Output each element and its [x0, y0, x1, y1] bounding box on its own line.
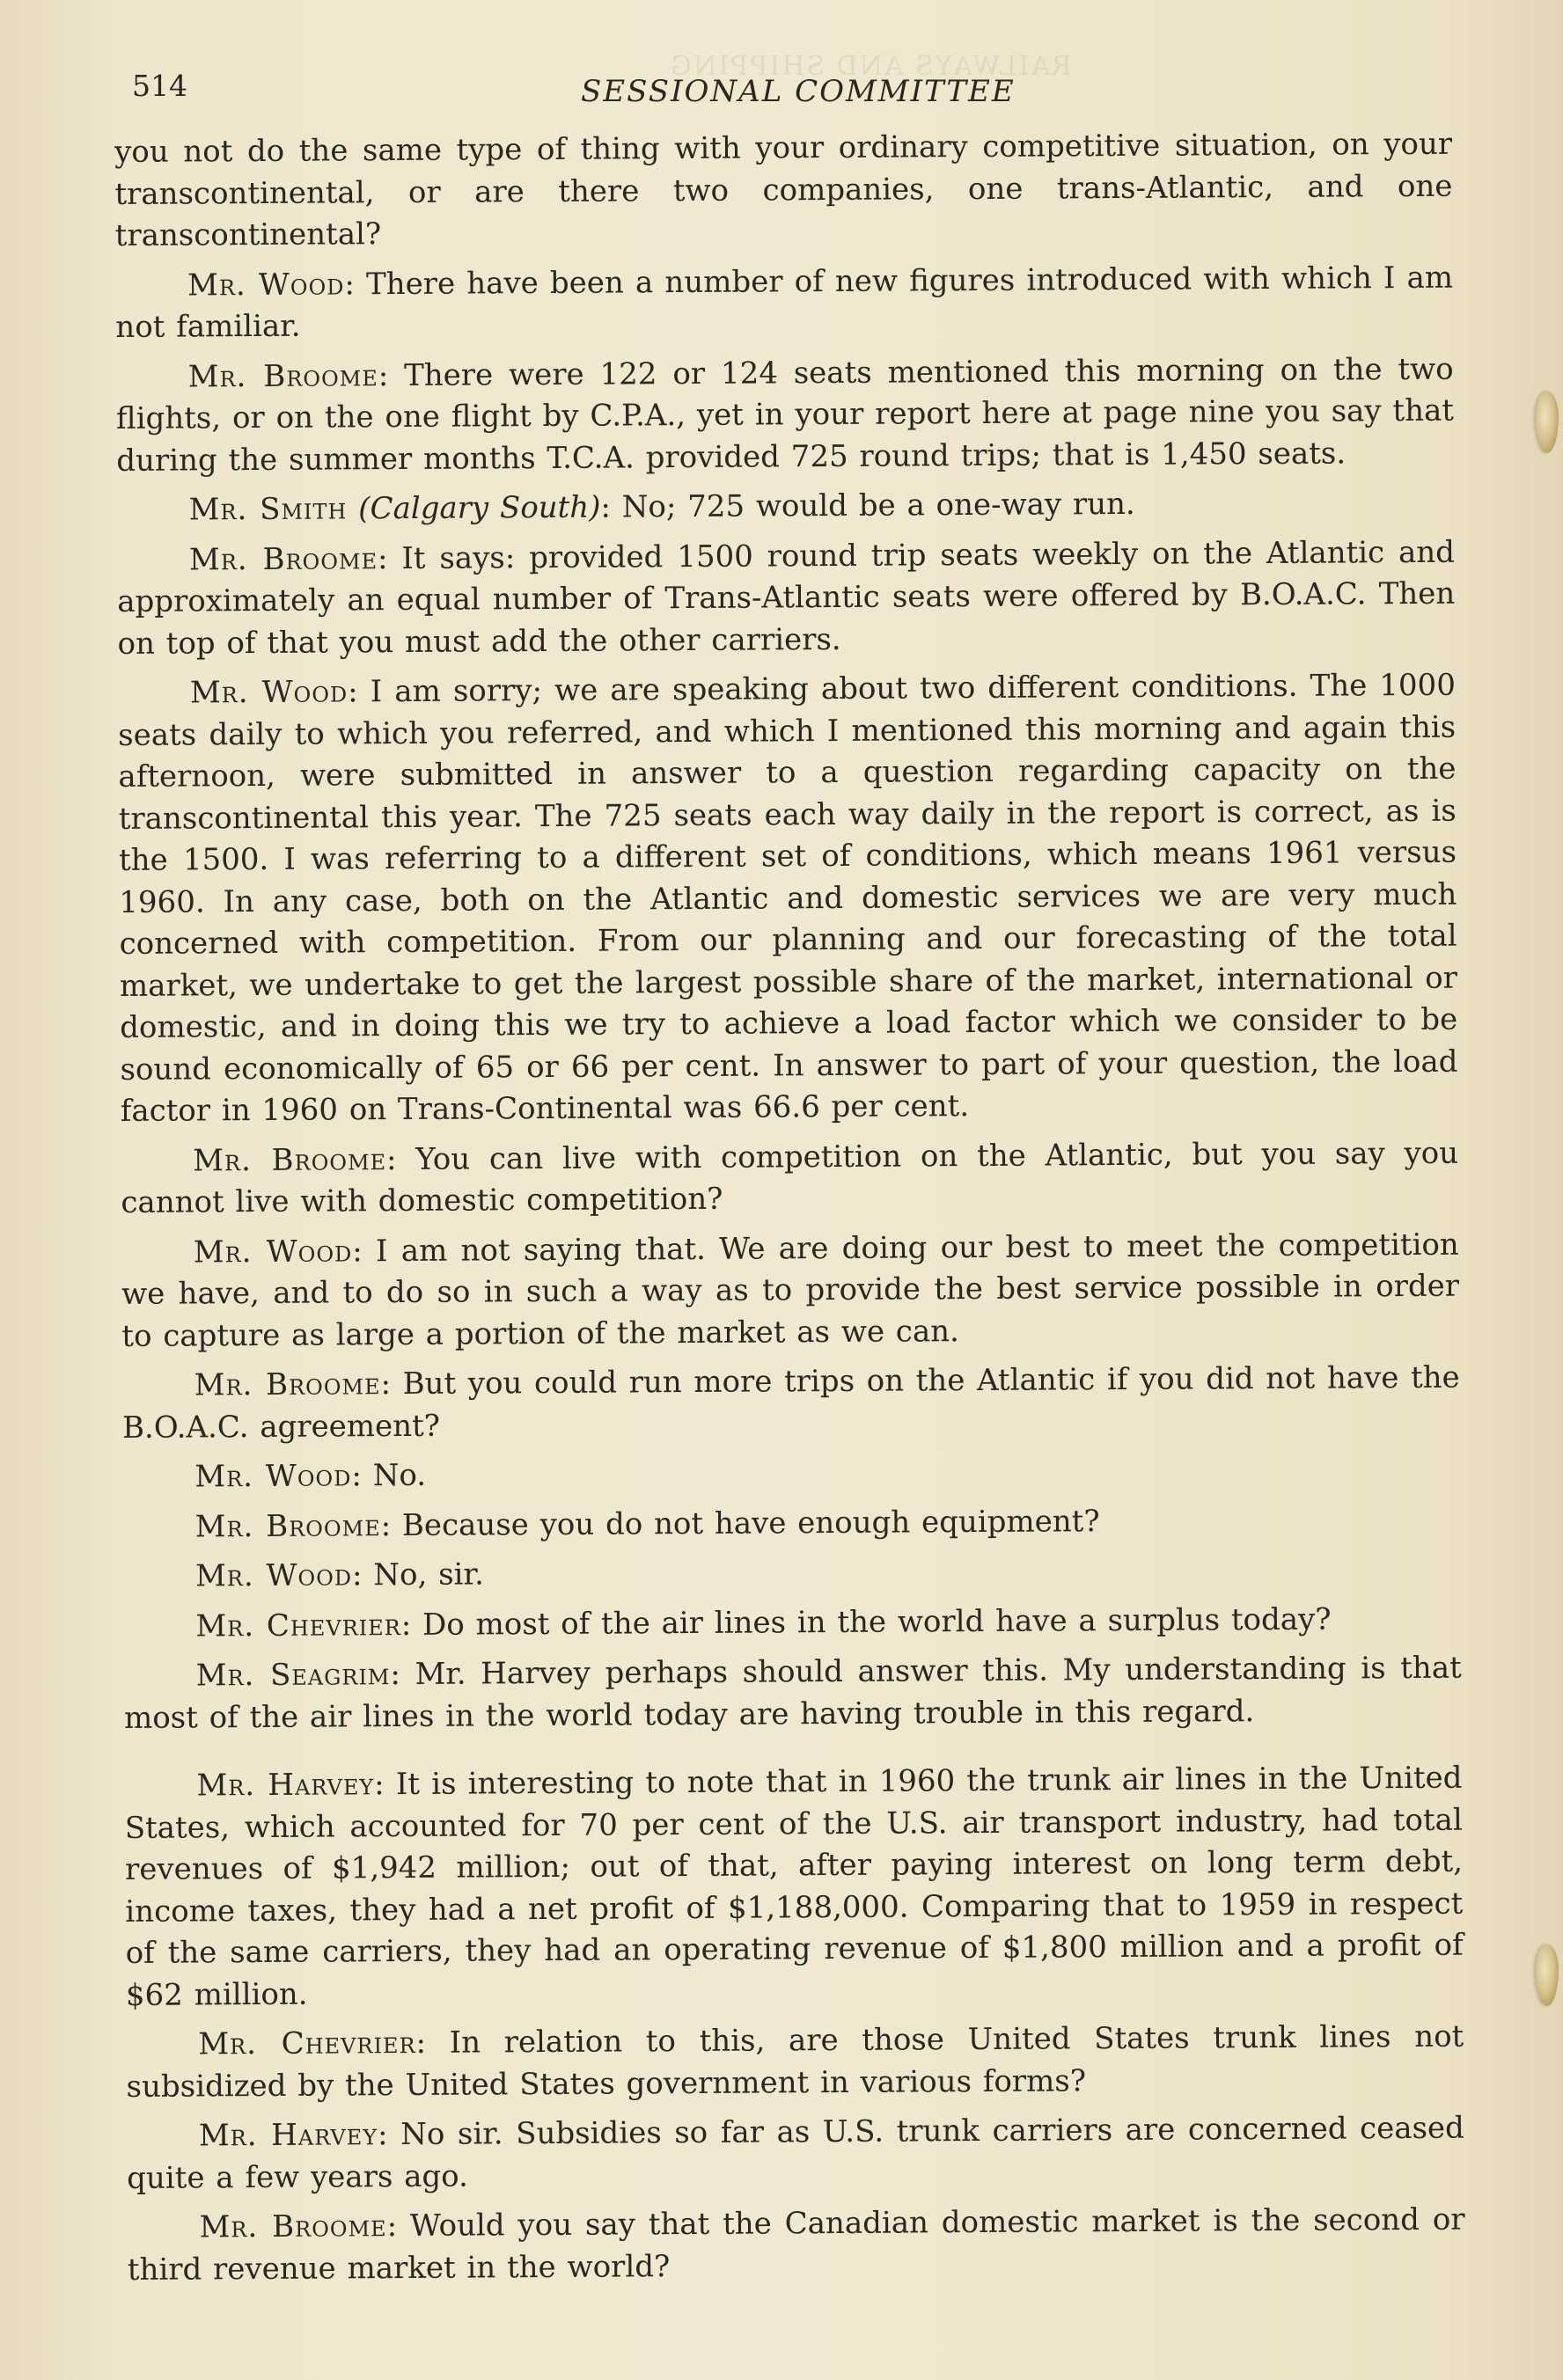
speaker-name: Mr. Seagrim	[195, 1657, 391, 1694]
paragraph-speech: Mr. Chevrier: Do most of the air lines in the world have a surplus today?	[195, 1601, 1332, 1644]
paragraph-speech: Mr. Harvey: It is interesting to note that in 1960 the trunk air lines in the United States, which accounted for 70 per cent of the U.S. air transport industry, had total revenues of $1,942 million; out of that, after paying interest on long term debt, income taxes, they had a net profit of $1,188,000. Comparing that to 1959 in respect of the same carriers, they had an operating revenue of $1,800 million and a profit of $62 million.	[124, 1760, 1464, 2013]
paragraph-text: No, sir.	[373, 1556, 484, 1593]
speaker-name: Mr. Chevrier	[198, 2025, 416, 2062]
paragraph-speech: Mr. Broome: Would you say that the Canadian domestic market is the second or third revenue market in the world?	[127, 2201, 1465, 2288]
paragraph-text: In relation to this, are those United States trunk lines not subsidized by the United States government in various forms?	[126, 2018, 1464, 2105]
paragraph-text: Mr. Harvey perhaps should answer this. My understanding is that most of the air lines in the world today are having trouble in this regard.	[123, 1650, 1462, 1736]
speaker-name: Mr. Wood	[194, 1557, 353, 1594]
paragraph-speech: Mr. Smith (Calgary South): No; 725 would be a one-way run.	[188, 486, 1135, 528]
speaker-name: Mr. Wood	[187, 266, 345, 303]
paragraph-text: Do most of the air lines in the world have a surplus today?	[422, 1601, 1332, 1643]
paragraph-speech: Mr. Broome: It says: provided 1500 round trip seats weekly on the Atlantic and approximately an equal number of Trans-Atlantic seats were offered by B.O.A.C. Then on top of that you must add the other carriers.	[117, 534, 1456, 662]
paragraph-speech: Mr. Broome: Because you do not have enough equipment?	[194, 1503, 1100, 1544]
paragraph-text: No sir. Subsidies so far as U.S. trunk carriers are concerned ceased quite a few years ago.	[127, 2110, 1465, 2196]
paragraph-text: you not do the same type of thing with your ordinary competitive situation, on your transcontinental, or are there two companies, one trans-Atlantic, and one transcontinental?	[114, 126, 1453, 253]
speaker-name: Mr. Harvey	[196, 1767, 375, 1804]
paragraph-speech: Mr. Wood: No.	[194, 1457, 427, 1495]
speaker-name: Mr. Wood	[194, 1458, 352, 1495]
paragraph-text: But you could run more trips on the Atlantic if you did not have the B.O.A.C. agreement?	[121, 1359, 1460, 1446]
paragraph-speech: Mr. Broome: There were 122 or 124 seats mentioned this morning on the two flights, or on the one flight by C.P.A., yet in your report here at page nine you say that during the summer months T.C.A. provided 725 round trips; that is 1,450 seats.	[115, 351, 1455, 479]
paragraph-text: Because you do not have enough equipment?	[401, 1503, 1100, 1543]
speaker-name: Mr. Broome	[194, 1366, 381, 1403]
paragraph-speech: Mr. Broome: But you could run more trips on the Atlantic if you did not have the B.O.A.C. agreement?	[121, 1359, 1460, 1446]
page-number: 514	[132, 69, 187, 103]
speaker-name: Mr. Broome	[199, 2208, 387, 2245]
speaker-name: Mr. Wood	[193, 1233, 353, 1270]
paragraph-speech: Mr. Harvey: No sir. Subsidies so far as U.S. trunk carriers are concerned ceased quite a few years ago.	[127, 2110, 1465, 2196]
paragraph-text: I am not saying that. We are doing our best to meet the competition we have, and to do so in such a way as to provide the best service possible in order to capture as large a portion of the market as we can.	[121, 1227, 1460, 1354]
paragraph-text: Would you say that the Canadian domestic market is the second or third revenue market in the world?	[127, 2201, 1465, 2288]
paragraph-text: I am sorry; we are speaking about two different conditions. The 1000 seats daily to which you referred, and which I mentioned this morning and again this afternoon, were submitted in answer to a question regarding capacity on the transcontinental this year. The 725 seats each way daily in the report is correct, as is the 1500. I was referring to a different set of conditions, which means 1961 versus 1960. In any case, both on the Atlantic and domestic services we are very much concerned with competition. From our planning and our forecasting of the total market, we undertake to get the largest possible share of the market, international or domestic, and in doing this we try to achieve a load factor which we consider to be sound economically of 65 or 66 per cent. In answer to part of your question, the load factor in 1960 on Trans-Continental was 66.6 per cent.	[118, 667, 1458, 1129]
paragraph-text: There have been a number of new figures introduced with which I am not familiar.	[115, 260, 1454, 345]
paragraph-speech: Mr. Chevrier: In relation to this, are those United States trunk lines not subsidized by the United States government in various forms?	[126, 2018, 1464, 2105]
paragraph-text: It says: provided 1500 round trip seats weekly on the Atlantic and approximately an equal number of Trans-Atlantic seats were offered by B.O.A.C. Then on top of that you must add the other carriers.	[117, 534, 1456, 662]
speaker-name: Mr. Broome	[193, 1141, 387, 1178]
speaker-name: Mr. Harvey	[198, 2117, 378, 2154]
speaker-riding: (Calgary South)	[358, 489, 601, 527]
paragraph-speech: Mr. Wood: I am not saying that. We are doing our best to meet the competition we have, and to do so in such a way as to provide the best service possible in order to capture as large a portion of the market as we can.	[121, 1227, 1460, 1354]
transcript-body	[114, 124, 1465, 2299]
speaker-name: Mr. Chevrier	[195, 1607, 401, 1644]
paragraph-text: No.	[372, 1457, 427, 1494]
running-head: SESSIONAL COMMITTEE	[581, 74, 1016, 109]
speaker-name: Mr. Smith	[188, 491, 348, 528]
paragraph-text: You can live with competition on the Atlantic, but you say you cannot live with domestic competition?	[121, 1135, 1459, 1220]
paragraph-speech: Mr. Wood: I am sorry; we are speaking about two different conditions. The 1000 seats daily to which you referred, and which I mentioned this morning and again this afternoon, were submitted in answer to a question regarding capacity on the transcontinental this year. The 725 seats each way daily in the report is correct, as is the 1500. I was referring to a different set of conditions, which means 1961 versus 1960. In any case, both on the Atlantic and domestic services we are very much concerned with competition. From our planning and our forecasting of the total market, we undertake to get the largest possible share of the market, international or domestic, and in doing this we try to achieve a load factor which we consider to be sound economically of 65 or 66 per cent. In answer to part of your question, the load factor in 1960 on Trans-Continental was 66.6 per cent.	[118, 667, 1458, 1129]
page-header	[132, 69, 1452, 113]
paragraph-text: There were 122 or 124 seats mentioned this morning on the two flights, or on the one flight by C.P.A., yet in your report here at page nine you say that during the summer months T.C.A. provided 725 round trips; that is 1,450 seats.	[115, 351, 1455, 479]
speaker-name: Mr. Wood	[189, 674, 349, 711]
paragraph-continuation	[114, 124, 1453, 258]
bleed-through-header: RAILWAYS AND SHIPPING	[669, 51, 1072, 82]
paragraph-speech: Mr. Seagrim: Mr. Harvey perhaps should answer this. My understanding is that most of the air lines in the world today are having trouble in this regard.	[123, 1650, 1462, 1736]
speaker-name: Mr. Broome	[188, 540, 378, 577]
speaker-name: Mr. Broome	[187, 357, 378, 394]
paragraph-speech: Mr. Wood: No, sir.	[194, 1556, 484, 1594]
paragraph-speech: Mr. Broome: You can live with competition on the Atlantic, but you say you cannot live with domestic competition?	[121, 1135, 1459, 1220]
paragraph-text: No; 725 would be a one-way run.	[621, 486, 1135, 525]
paragraph-text: It is interesting to note that in 1960 the trunk air lines in the United States, which accounted for 70 per cent of the U.S. air transport industry, had total revenues of $1,942 million; out of that, after paying interest on long term debt, income taxes, they had a net profit of $1,188,000. Comparing that to 1959 in respect of the same carriers, they had an operating revenue of $1,800 million and a profit of $62 million.	[124, 1760, 1464, 2013]
paragraph-speech: Mr. Wood: There have been a number of new figures introduced with which I am not familiar.	[115, 260, 1454, 345]
speaker-name: Mr. Broome	[194, 1507, 381, 1544]
